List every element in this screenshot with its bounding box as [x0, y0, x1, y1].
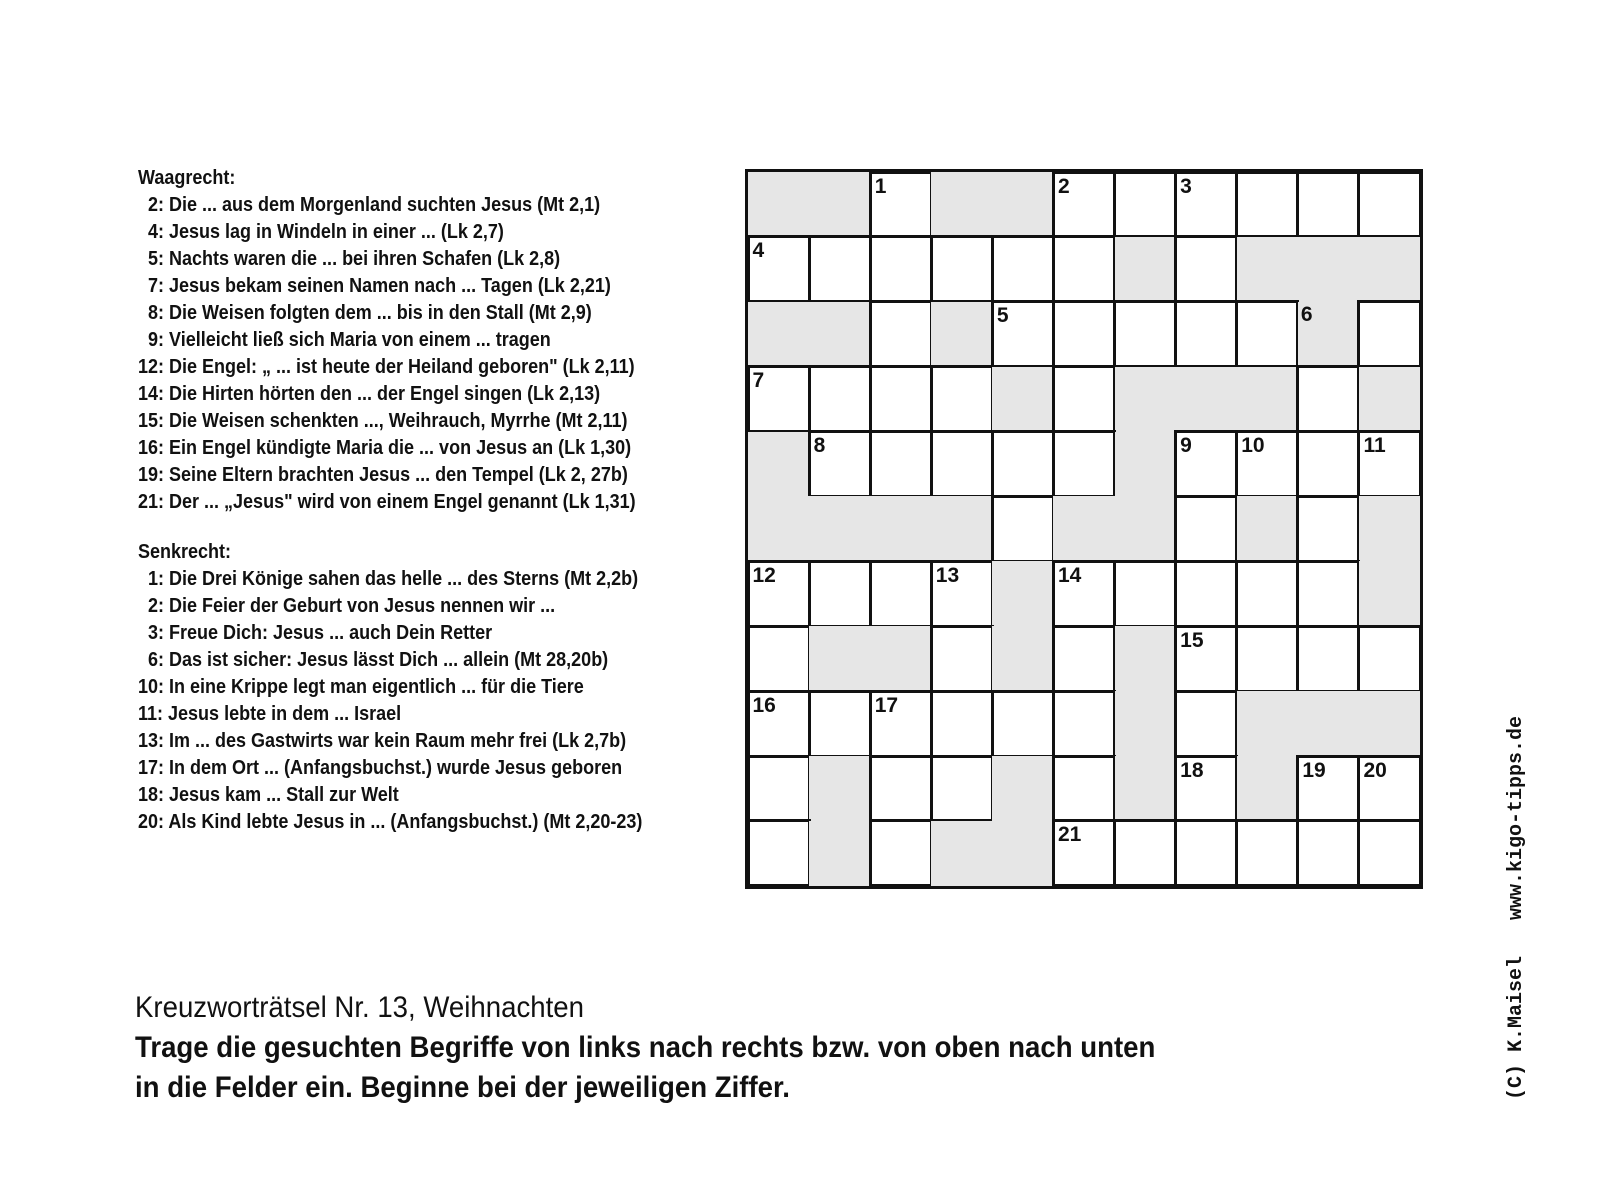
answer-cell[interactable]: [1174, 171, 1238, 239]
down-clue: 11: Jesus lebte in dem ... Israel: [138, 703, 402, 725]
block-cell: [931, 496, 992, 561]
block-cell: [1176, 367, 1237, 432]
answer-cell[interactable]: [930, 365, 994, 433]
answer-cell[interactable]: [869, 430, 933, 498]
answer-cell[interactable]: [1052, 560, 1116, 628]
block-cell: [809, 626, 870, 691]
answer-cell[interactable]: [1235, 819, 1299, 887]
answer-cell[interactable]: [930, 235, 994, 303]
across-heading: Waagrecht:: [138, 167, 236, 189]
down-clue: 3: Freue Dich: Jesus ... auch Dein Retter: [138, 622, 493, 644]
across-clue: 21: Der ... „Jesus" wird von einem Engel genannt (Lk 1,31): [138, 491, 636, 513]
clue-number: 7: [752, 369, 765, 393]
answer-cell[interactable]: [1113, 300, 1177, 368]
block-cell: [748, 432, 809, 497]
block-cell: [1359, 561, 1420, 626]
copyright-credit: (C) K.Maisel www.kigo-tipps.de: [1505, 715, 1528, 1100]
down-clue: 13: Im ... des Gastwirts war kein Raum mehr frei (Lk 2,7b): [138, 730, 627, 752]
block-cell: [748, 302, 809, 367]
answer-cell[interactable]: [1296, 430, 1360, 498]
answer-cell[interactable]: [747, 365, 811, 433]
answer-cell[interactable]: [1052, 171, 1116, 239]
answer-cell[interactable]: [869, 755, 933, 823]
instructions: [135, 988, 1155, 1108]
block-cell: [931, 821, 992, 886]
answer-cell[interactable]: [747, 235, 811, 303]
block-cell: [992, 367, 1053, 432]
answer-cell[interactable]: [930, 755, 994, 823]
block-cell: [1115, 432, 1176, 497]
answer-cell[interactable]: [808, 235, 872, 303]
answer-cell[interactable]: [808, 560, 872, 628]
answer-cell[interactable]: [747, 819, 811, 887]
answer-cell[interactable]: [1296, 560, 1360, 628]
down-clue: 18: Jesus kam ... Stall zur Welt: [138, 784, 399, 806]
block-cell: [809, 756, 870, 821]
block-cell: [1115, 237, 1176, 302]
block-cell: [1298, 691, 1359, 756]
answer-cell[interactable]: [1174, 495, 1238, 563]
across-clue: 2: Die ... aus dem Morgenland suchten Jesus (Mt 2,1): [138, 194, 601, 216]
block-cell: [1237, 691, 1298, 756]
across-clue: 9: Vielleicht ließ sich Maria von einem ... tragen: [138, 329, 551, 351]
down-heading: Senkrecht:: [138, 541, 232, 563]
clue-number: 11: [1363, 434, 1386, 458]
answer-cell[interactable]: [1174, 755, 1238, 823]
block-cell: [992, 172, 1053, 237]
crossword-grid: [745, 169, 1423, 889]
answer-cell[interactable]: [991, 430, 1055, 498]
answer-cell[interactable]: [869, 235, 933, 303]
clue-number: 12: [752, 563, 776, 587]
across-clue: 7: Jesus bekam seinen Namen nach ... Tagen (Lk 2,21): [138, 275, 611, 297]
answer-cell[interactable]: [1357, 430, 1421, 498]
clue-number: 1: [874, 174, 887, 198]
block-cell: [809, 496, 870, 561]
block-cell: [1115, 626, 1176, 691]
answer-cell[interactable]: [869, 365, 933, 433]
down-clue: 20: Als Kind lebte Jesus in ... (Anfangsbuchst.) (Mt 2,20-23): [138, 811, 643, 833]
answer-cell[interactable]: [1174, 430, 1238, 498]
block-cell: [1359, 237, 1420, 302]
block-cell: [1237, 496, 1298, 561]
answer-cell[interactable]: [1235, 171, 1299, 239]
puzzle-title: Kreuzworträtsel Nr. 13, Weihnachten: [135, 991, 584, 1024]
block-cell: [870, 496, 931, 561]
answer-cell[interactable]: [1113, 171, 1177, 239]
instruction-line: Trage die gesuchten Begriffe von links nach rechts bzw. von oben nach unten: [135, 1031, 1156, 1064]
answer-cell[interactable]: [991, 495, 1055, 563]
across-clue: 19: Seine Eltern brachten Jesus ... den Tempel (Lk 2, 27b): [138, 464, 628, 486]
block-cell: [1237, 367, 1298, 432]
answer-cell[interactable]: [747, 625, 811, 693]
clue-number: 16: [752, 693, 776, 717]
answer-cell[interactable]: [1235, 625, 1299, 693]
instruction-line: in die Felder ein. Beginne bei der jeweiligen Ziffer.: [135, 1071, 790, 1104]
answer-cell[interactable]: [1052, 235, 1116, 303]
block-cell: [1115, 367, 1176, 432]
answer-cell[interactable]: [869, 819, 933, 887]
block-cell: [992, 756, 1053, 821]
block-cell: [992, 561, 1053, 626]
answer-cell[interactable]: [1357, 625, 1421, 693]
answer-cell[interactable]: [1357, 819, 1421, 887]
across-clue: 8: Die Weisen folgten dem ... bis in den Stall (Mt 2,9): [138, 302, 592, 324]
clue-number: 4: [752, 239, 765, 263]
answer-cell[interactable]: [1052, 819, 1116, 887]
clue-number: 8: [813, 434, 826, 458]
clue-number: 3: [1180, 174, 1192, 198]
block-cell: [992, 626, 1053, 691]
answer-cell[interactable]: [1174, 560, 1238, 628]
answer-cell[interactable]: [1052, 690, 1116, 758]
answer-cell[interactable]: [930, 430, 994, 498]
across-clue: 16: Ein Engel kündigte Maria die ... von Jesus an (Lk 1,30): [138, 437, 632, 459]
answer-cell[interactable]: [1052, 625, 1116, 693]
block-cell: [931, 172, 992, 237]
answer-cell[interactable]: [1052, 300, 1116, 368]
block-cell: [870, 626, 931, 691]
block-cell: [1053, 496, 1114, 561]
answer-cell[interactable]: [1052, 365, 1116, 433]
answer-cell[interactable]: [1174, 625, 1238, 693]
block-cell: [1115, 691, 1176, 756]
down-clue: 17: In dem Ort ... (Anfangsbuchst.) wurde Jesus geboren: [138, 757, 623, 779]
block-cell: [1298, 302, 1359, 367]
answer-cell[interactable]: [991, 300, 1055, 368]
clue-number: 6: [1300, 302, 1313, 326]
clue-number: 15: [1180, 628, 1204, 652]
down-clue: 2: Die Feier der Geburt von Jesus nennen wir ...: [138, 595, 556, 617]
block-cell: [992, 821, 1053, 886]
clue-number: 5: [996, 304, 1009, 328]
answer-cell[interactable]: [808, 430, 872, 498]
answer-cell[interactable]: [1174, 235, 1238, 303]
answer-cell[interactable]: [1357, 300, 1421, 368]
answer-cell[interactable]: [869, 690, 933, 758]
clue-number: 21: [1057, 823, 1082, 847]
answer-cell[interactable]: [1113, 560, 1177, 628]
answer-cell[interactable]: [1052, 755, 1116, 823]
down-clues: [138, 566, 678, 836]
answer-cell[interactable]: [991, 235, 1055, 303]
clue-spacer: [138, 516, 678, 539]
across-clues: [138, 192, 678, 516]
answer-cell[interactable]: [1052, 430, 1116, 498]
answer-cell[interactable]: [1174, 819, 1238, 887]
block-cell: [1115, 496, 1176, 561]
answer-cell[interactable]: [1296, 625, 1360, 693]
block-cell: [1359, 496, 1420, 561]
block-cell: [1298, 237, 1359, 302]
answer-cell[interactable]: [747, 755, 811, 823]
answer-cell[interactable]: [1296, 755, 1360, 823]
across-clue: 15: Die Weisen schenkten ..., Weihrauch, Myrrhe (Mt 2,11): [138, 410, 628, 432]
block-cell: [1115, 756, 1176, 821]
clue-number: 14: [1057, 563, 1082, 587]
down-clue: 10: In eine Krippe legt man eigentlich ... für die Tiere: [138, 676, 584, 698]
down-clue: 1: Die Drei Könige sahen das helle ... des Sterns (Mt 2,2b): [138, 568, 639, 590]
clue-list: [138, 165, 678, 836]
clue-number: 19: [1302, 758, 1326, 782]
answer-cell[interactable]: [930, 560, 994, 628]
clue-number: 10: [1241, 434, 1265, 458]
clue-number: 9: [1180, 434, 1192, 458]
answer-cell[interactable]: [808, 365, 872, 433]
block-cell: [1237, 756, 1298, 821]
block-cell: [1359, 691, 1420, 756]
clue-number: 17: [874, 693, 899, 717]
answer-cell[interactable]: [1174, 300, 1238, 368]
answer-cell[interactable]: [1113, 819, 1177, 887]
block-cell: [1359, 367, 1420, 432]
clue-number: 13: [935, 563, 960, 587]
answer-cell[interactable]: [1235, 560, 1299, 628]
across-clue: 12: Die Engel: „ ... ist heute der Heiland geboren" (Lk 2,11): [138, 356, 635, 378]
block-cell: [809, 821, 870, 886]
down-clue: 6: Das ist sicher: Jesus lässt Dich ... allein (Mt 28,20b): [138, 649, 609, 671]
across-clue: 14: Die Hirten hörten den ... der Engel singen (Lk 2,13): [138, 383, 601, 405]
answer-cell[interactable]: [1296, 819, 1360, 887]
answer-cell[interactable]: [1296, 495, 1360, 563]
across-clue: 4: Jesus lag in Windeln in einer ... (Lk 2,7): [138, 221, 504, 243]
answer-cell[interactable]: [869, 300, 933, 368]
answer-cell[interactable]: [1174, 690, 1238, 758]
block-cell: [809, 302, 870, 367]
answer-cell[interactable]: [1357, 171, 1421, 239]
block-cell: [748, 172, 809, 237]
answer-cell[interactable]: [1357, 755, 1421, 823]
clue-number: 18: [1180, 758, 1204, 782]
across-clue: 5: Nachts waren die ... bei ihren Schafen (Lk 2,8): [138, 248, 561, 270]
answer-cell[interactable]: [1296, 365, 1360, 433]
block-cell: [1237, 237, 1298, 302]
answer-cell[interactable]: [991, 690, 1055, 758]
answer-cell[interactable]: [1296, 171, 1360, 239]
answer-cell[interactable]: [808, 690, 872, 758]
answer-cell[interactable]: [930, 690, 994, 758]
answer-cell[interactable]: [869, 560, 933, 628]
answer-cell[interactable]: [1235, 430, 1299, 498]
clue-number: 20: [1363, 758, 1387, 782]
answer-cell[interactable]: [930, 625, 994, 693]
answer-cell[interactable]: [747, 560, 811, 628]
block-cell: [931, 302, 992, 367]
answer-cell[interactable]: [747, 690, 811, 758]
clue-number: 2: [1057, 174, 1070, 198]
answer-cell[interactable]: [869, 171, 933, 239]
block-cell: [748, 496, 809, 561]
block-cell: [809, 172, 870, 237]
answer-cell[interactable]: [1235, 300, 1299, 368]
